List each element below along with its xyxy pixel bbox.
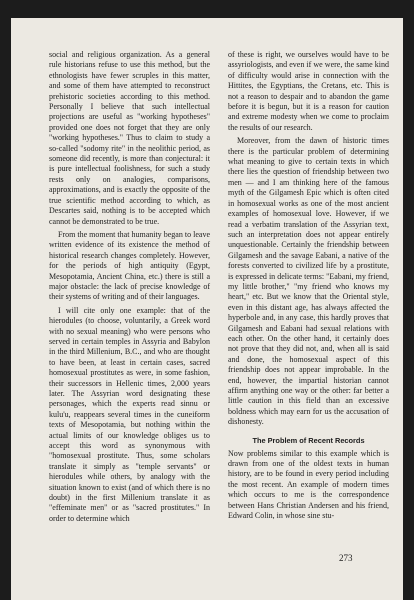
left-column: [49, 50, 210, 524]
paragraph: Moreover, from the dawn of historic times there is the particular problem of determining what meaning to give to certain texts in which there lies the question of friendship between two men — and I am thinking here of the famous myth of the Gilgamesh Epic which is often cited in homosexual works as one of the most ancient examples of homosexual love. However, if we read a verbatim translation of the Assyrian text, such an interpretation does not appear entirely unquestionable. Certainly the friendship between Gilgamesh and the savage Eabani, a native of the forests converted to civilized life by a prostitute, is expressed in delicate terms: "Eabani, my friend, my little brother," "my friend who knows my heart," etc. But we know that the Oriental style, even in this distant age, has always affected the hyperbole and, in any case, this hardly proves that Gilgamesh and Eabani had sexual relations with each other. On the other hand, it certainly does not prove that they did not, and, when all is said and done, the homosexual aspect of this friendship does not appear improbable. In the end, however, the impartial historian cannot affirm anything one way or the other: far better a little caution in this field than an excessive boldness which may earn for us the accusation of dishonesty.: [228, 136, 389, 427]
section-heading: The Problem of Recent Records: [252, 435, 365, 445]
paragraph: Now problems similar to this example which is drawn from one of the oldest texts in human history, are to be found in every period including the most recent. An example of modern times which occurs to me is the correspondence between Hans Christian Andersen and his friend, Edward Colin, in whose sine stu-: [228, 448, 389, 521]
book-page: [11, 18, 403, 600]
paragraph: From the moment that humanity began to leave written evidence of its existence the method of historical research changes completely. However, for the periods of high antiquity (Egypt, Mesopotamia, Ancient China, etc.) there is still a major obstacle: the lack of precise knowledge of their systems of writing and of their languages.: [49, 229, 210, 302]
page-number: 273: [339, 553, 353, 563]
paragraph: of these is right, we ourselves would have to be assyriologists, and even if we were, the same kind of difficulty would arise in connection with the Hittites, the Egyptians, the Cretans, etc. This is not a reason to despair and to abandon the game before it is begun, but it is a reason for caution and extreme modesty when we come to proclaim the results of our research.: [228, 50, 389, 132]
paragraph: I will cite only one example: that of the hierodules (to choose, voluntarily, a Greek word with no sexual meaning) who were persons who served in certain temples in Assyria and Babylon in the third Millenium, B.C., and who are thought to have been, at least in certain cases, sacred homosexual prostitutes as were, in some fashion, their successors in Hellenic times, 2,000 years later. The Assyrian word designating these personages, which the experts read sinnu or kulu'u, reappears several times in the cuneiform texts of Mesopotamia, but nothing within the actual limits of our knowledge obliges us to accept this word as synonymous with "homosexual prostitute. Thus, some scholars translate it simply as "temple servants" or hierodules while others, by analogy with the situation known to exist (and of which there is no doubt) in the first Millenium translate it as "effeminate men" or as "sacred prostitutes." In order to determine which: [49, 305, 210, 523]
paragraph: social and religious organization. As a general rule historians refuse to use this method, but the ethnologists have fewer scruples in this matter, and some of them have attempted to reconstruct prehistoric societies according to this method. Personally I believe that such intellectual projections are useful as "working hypotheses" provided one does not forget that they are only "working hypotheses." Thus to claim to study a so-called "sodomy rite" in the neolithic period, as someone did recently, is more than conjectural: it is pure intellectual foolishness, for such a study rests only on analogies, comparisons, approximations, and is exactly the opposite of the true scientific method according to which, as Descartes said, nothing is to be accepted which cannot be demonstrated to be true.: [49, 50, 210, 226]
right-column: [228, 50, 389, 521]
